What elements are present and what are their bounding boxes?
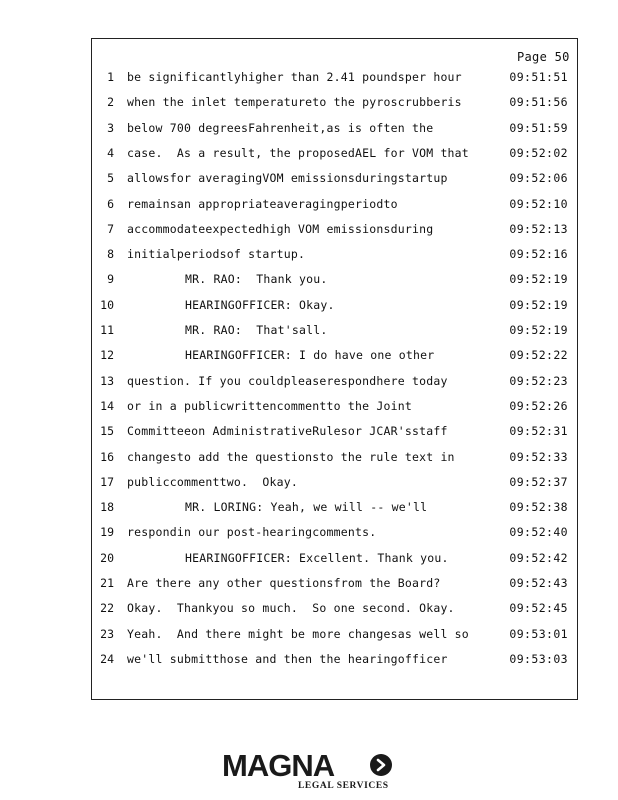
line-number: 17 <box>100 474 114 489</box>
transcript-line <box>0 247 618 265</box>
line-number: 7 <box>107 221 114 236</box>
timestamp: 09:52:45 <box>509 601 568 616</box>
line-number: 20 <box>100 550 114 565</box>
line-number: 16 <box>100 449 114 464</box>
line-text: HEARINGOFFICER: I do have one other <box>185 348 435 363</box>
transcript-line <box>0 525 618 543</box>
line-text: respondin our post-hearingcomments. <box>127 525 377 540</box>
timestamp: 09:52:26 <box>509 398 568 413</box>
transcript-line <box>0 576 618 594</box>
line-number: 24 <box>100 651 114 666</box>
transcript-line <box>0 222 618 240</box>
page-number: Page 50 <box>517 50 570 64</box>
line-number: 2 <box>107 95 114 110</box>
line-number: 19 <box>100 525 114 540</box>
timestamp: 09:52:10 <box>509 196 568 211</box>
line-text: MR. LORING: Yeah, we will -- we'll <box>185 500 428 515</box>
line-number: 21 <box>100 576 114 590</box>
transcript-line <box>0 652 618 670</box>
timestamp: 09:53:01 <box>509 626 568 641</box>
line-text: changesto add the questionsto the rule text in <box>127 449 455 464</box>
timestamp: 09:52:23 <box>509 373 568 388</box>
line-number: 18 <box>100 500 114 515</box>
line-text: when the inlet temperatureto the pyroscrubberis <box>127 95 462 110</box>
timestamp: 09:52:43 <box>509 576 568 590</box>
line-text: Are there any other questionsfrom the Board? <box>127 576 441 590</box>
line-number: 15 <box>100 424 114 439</box>
line-text: be significantlyhigher than 2.41 poundsper hour <box>127 70 462 84</box>
transcript-line <box>0 146 618 164</box>
line-text: accommodateexpectedhigh VOM emissionsduring <box>127 221 434 236</box>
timestamp: 09:52:37 <box>509 474 568 489</box>
timestamp: 09:52:02 <box>509 145 568 160</box>
line-number: 6 <box>107 196 114 211</box>
chevron-right-icon <box>370 754 392 776</box>
logo-wordmark: MAGNA <box>222 748 335 783</box>
timestamp: 09:52:22 <box>509 348 568 363</box>
line-number: 9 <box>107 272 114 287</box>
magna-logo <box>222 750 398 794</box>
logo-badge <box>370 754 392 776</box>
timestamp: 09:52:31 <box>509 424 568 439</box>
transcript-line <box>0 500 618 518</box>
timestamp: 09:52:06 <box>509 171 568 186</box>
line-number: 23 <box>100 626 114 641</box>
timestamp: 09:52:19 <box>509 297 568 312</box>
transcript-line <box>0 627 618 645</box>
line-number: 1 <box>107 70 114 84</box>
line-text: allowsfor averagingVOM emissionsduringstartup <box>127 171 448 186</box>
transcript-line <box>0 424 618 442</box>
timestamp: 09:52:38 <box>509 500 568 515</box>
transcript-line <box>0 121 618 139</box>
transcript-line <box>0 601 618 619</box>
transcript-line <box>0 348 618 366</box>
line-number: 22 <box>100 601 114 616</box>
line-text: Okay. Thankyou so much. So one second. Okay. <box>127 601 455 616</box>
line-text: HEARINGOFFICER: Okay. <box>185 297 335 312</box>
transcript-line <box>0 171 618 189</box>
line-number: 13 <box>100 373 114 388</box>
line-number: 12 <box>100 348 114 363</box>
transcript-line <box>0 70 618 88</box>
timestamp: 09:52:33 <box>509 449 568 464</box>
line-text: HEARINGOFFICER: Excellent. Thank you. <box>185 550 449 565</box>
line-text: below 700 degreesFahrenheit,as is often the <box>127 120 434 135</box>
line-text: MR. RAO: That'sall. <box>185 323 328 337</box>
transcript-line <box>0 450 618 468</box>
line-text: Yeah. And there might be more changesas well so <box>127 626 469 641</box>
timestamp: 09:51:51 <box>509 70 568 84</box>
logo-subtitle: LEGAL SERVICES <box>298 781 389 791</box>
transcript-line <box>0 374 618 392</box>
timestamp: 09:52:42 <box>509 550 568 565</box>
transcript-line <box>0 475 618 493</box>
timestamp: 09:52:13 <box>509 221 568 236</box>
transcript-line <box>0 197 618 215</box>
line-number: 8 <box>107 247 114 262</box>
line-text: publiccommenttwo. Okay. <box>127 474 298 489</box>
line-text: Committeeon AdministrativeRulesor JCAR'sstaff <box>127 424 448 439</box>
timestamp: 09:52:19 <box>509 272 568 287</box>
timestamp: 09:52:40 <box>509 525 568 540</box>
line-number: 11 <box>100 323 114 337</box>
line-text: case. As a result, the proposedAEL for VOM that <box>127 145 469 160</box>
timestamp: 09:52:19 <box>509 323 568 337</box>
line-text: question. If you couldpleaserespondhere today <box>127 373 448 388</box>
timestamp: 09:51:59 <box>509 120 568 135</box>
line-number: 3 <box>107 120 114 135</box>
line-number: 4 <box>107 145 114 160</box>
line-text: MR. RAO: Thank you. <box>185 272 328 287</box>
line-number: 14 <box>100 398 114 413</box>
transcript-line <box>0 323 618 341</box>
line-number: 5 <box>107 171 114 186</box>
timestamp: 09:53:03 <box>509 651 568 666</box>
timestamp: 09:51:56 <box>509 95 568 110</box>
line-text: initialperiodsof startup. <box>127 247 306 262</box>
transcript-line <box>0 95 618 113</box>
line-number: 10 <box>100 297 114 312</box>
line-text: remainsan appropriateaveragingperiodto <box>127 196 398 211</box>
transcript-line <box>0 399 618 417</box>
transcript-line <box>0 551 618 569</box>
line-text: or in a publicwrittencommentto the Joint <box>127 398 412 413</box>
transcript-line <box>0 272 618 290</box>
timestamp: 09:52:16 <box>509 247 568 262</box>
line-text: we'll submitthose and then the hearingofficer <box>127 651 448 666</box>
transcript-line <box>0 298 618 316</box>
